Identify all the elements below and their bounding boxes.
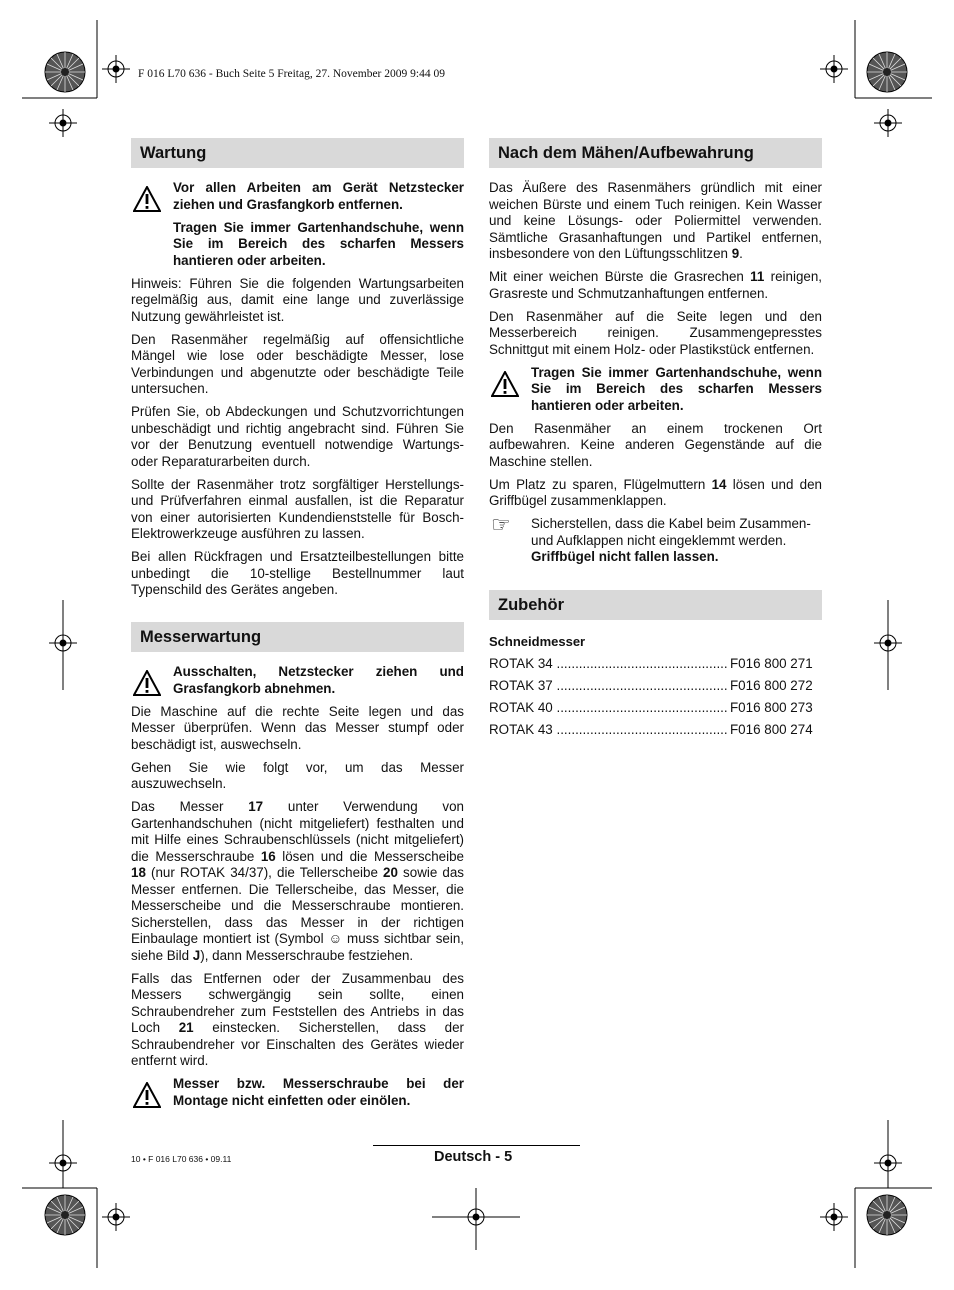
warning-block	[489, 365, 822, 415]
warning-text: Ausschalten, Netzstecker ziehen und Grasfangkorb abnehmen.	[173, 664, 464, 696]
accessory-code: F016 800 274	[730, 722, 813, 737]
accessory-row	[489, 678, 822, 694]
paragraph: Den Rasenmäher regelmäßig auf offensichtliche Mängel wie lose oder beschädigte Messer, lose Verbindungen und abgenutzte oder beschädigte Teile untersuchen.	[131, 331, 464, 396]
warning-icon	[133, 186, 161, 212]
warning-block	[131, 1076, 464, 1109]
paragraph: Sollte der Rasenmäher trotz sorgfältiger Herstellungs- und Prüfverfahren einmal ausfallen, ist die Reparatur von einer autorisierten Kundendienststelle für Bosch-Elektrowerkzeuge ausführen zu lassen.	[131, 476, 464, 541]
accessory-code: F016 800 271	[730, 656, 813, 671]
accessory-name: ROTAK 37 .....	[489, 678, 728, 694]
paragraph: Das Äußere des Rasenmähers gründlich mit einer weichen Bürste und einem Tuch reinigen. Kein Wasser und keine Lösungs- oder Poliermittel verwenden. Sämtliche Grasanhaftungen und Partikel entfernen, insbesondere von den Lüftungsschlitzen 9.	[489, 180, 822, 261]
left-column	[131, 138, 464, 1116]
accessory-row	[489, 656, 822, 672]
paragraph: Den Rasenmäher auf die Seite legen und den Messerbereich reinigen. Zusammengepresstes Schnittgut mit einem Holz- oder Plastikstück entfernen.	[489, 308, 822, 357]
warning-text: Messer bzw. Messerschraube bei der Montage nicht einfetten oder einölen.	[173, 1076, 464, 1108]
paragraph: Prüfen Sie, ob Abdeckungen und Schutzvorrichtungen unbeschädigt und richtig angebracht sind. Führen Sie vor der Benutzung eventuell notwendige Wartungs- oder Reparaturarbeiten durch.	[131, 404, 464, 469]
accessory-code: F016 800 273	[730, 700, 813, 715]
section-title-wartung: Wartung	[131, 138, 464, 168]
accessory-row	[489, 700, 822, 716]
paragraph: Mit einer weichen Bürste die Grasrechen 11 reinigen, Grasreste und Schmutzanhaftungen entfernen.	[489, 269, 823, 301]
warning-text: Vor allen Arbeiten am Gerät Netzstecker ziehen und Grasfangkorb entfernen.	[173, 180, 464, 212]
warning-block	[131, 664, 464, 697]
section-title-nach-dem-maehen: Nach dem Mähen/Aufbewahrung	[489, 138, 822, 168]
warning-icon	[491, 371, 519, 397]
paragraph: Bei allen Rückfragen und Ersatzteilbestellungen bitte unbedingt die 10-stellige Bestellnummer laut Typenschild des Gerätes angeben.	[131, 549, 464, 597]
accessory-row	[489, 722, 822, 738]
paragraph: Das Messer 17 unter Verwendung von Gartenhandschuhen (nicht mitgeliefert) festhalten und mit Hilfe eines Schraubenschlüssels (nicht mitgeliefert) die Messerschraube 16 lösen und die Messerscheibe 18 (nur ROTAK 34/37), die Tellerscheibe 20 sowie das Messer entfernen. Die Tellerscheibe, das Messer, die Messerscheibe und die Messerschraube montieren. Sicherstellen, dass das Messer in der richtigen Einbaulage montiert ist (Symbol ☺ muss sichtbar sein, siehe Bild J), dann Messerschraube festziehen.	[131, 799, 465, 963]
warning-icon	[133, 1082, 161, 1108]
pointing-hand-icon: ☞	[491, 512, 511, 537]
right-column	[489, 138, 822, 744]
warning-text: Tragen Sie immer Gartenhandschuhe, wenn Sie im Bereich des scharfen Messers hantieren oder arbeiten.	[173, 219, 464, 268]
accessory-name: ROTAK 43 .....	[489, 722, 728, 738]
tip-text: Sicherstellen, dass die Kabel beim Zusammen- und Aufklappen nicht eingeklemmt werden. Griffbügel nicht fallen lassen.	[531, 516, 811, 564]
section-title-zubehoer: Zubehör	[489, 590, 822, 620]
warning-block	[131, 180, 464, 269]
accessory-name: ROTAK 40 .....	[489, 700, 728, 716]
paragraph: Falls das Entfernen oder der Zusammenbau des Messers schwergängig sein sollte, einen Schraubendreher zum Feststellen des Antriebs in das Loch 21 einstecken. Sicherstellen, dass der Schraubendreher vor Einschalten des Gerätes wieder entfernt wird.	[131, 970, 464, 1068]
page-header: F 016 L70 636 - Buch Seite 5 Freitag, 27. November 2009 9:44 09	[138, 68, 445, 80]
smiley-icon: ☺	[328, 931, 343, 946]
section-title-messerwartung: Messerwartung	[131, 622, 464, 652]
accessory-name: ROTAK 34 .....	[489, 656, 728, 672]
paragraph: Den Rasenmäher an einem trockenen Ort aufbewahren. Keine anderen Gegenstände auf die Maschine stellen.	[489, 420, 822, 469]
footer-print-code: 10 • F 016 L70 636 • 09.11	[131, 1154, 232, 1164]
accessory-list	[489, 656, 822, 738]
paragraph: Um Platz zu sparen, Flügelmuttern 14 lösen und den Griffbügel zusammenklappen.	[489, 476, 823, 508]
tip-block	[489, 512, 822, 566]
paragraph: Gehen Sie wie folgt vor, um das Messer auszuwechseln.	[131, 759, 464, 791]
accessory-subtitle: Schneidmesser	[489, 634, 586, 649]
accessory-code: F016 800 272	[730, 678, 813, 693]
footer-divider	[373, 1145, 580, 1146]
page-number: Deutsch - 5	[434, 1149, 513, 1165]
paragraph: Die Maschine auf die rechte Seite legen und das Messer überprüfen. Wenn das Messer stumpf oder beschädigt ist, auswechseln.	[131, 703, 464, 752]
paragraph: Hinweis: Führen Sie die folgenden Wartungsarbeiten regelmäßig aus, damit eine lange und zuverlässige Nutzung gewährleistet ist.	[131, 275, 464, 324]
warning-text: Tragen Sie immer Gartenhandschuhe, wenn Sie im Bereich des scharfen Messers hantieren oder arbeiten.	[531, 364, 822, 413]
warning-icon	[133, 670, 161, 696]
